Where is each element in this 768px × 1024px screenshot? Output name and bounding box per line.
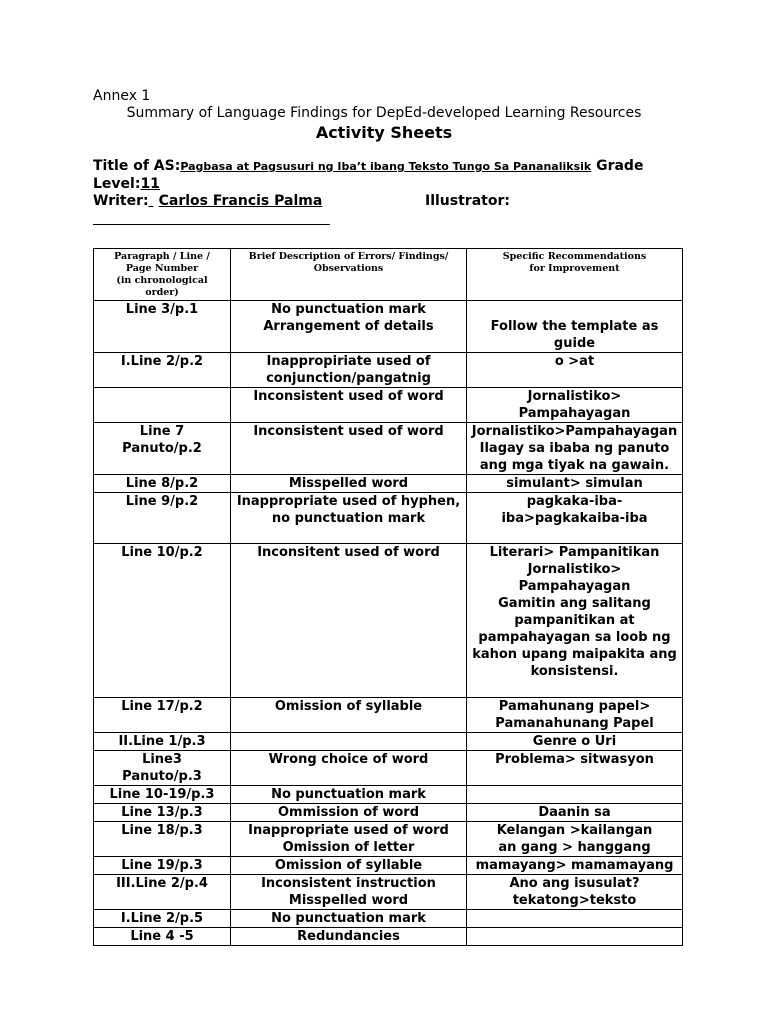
cell-recommendation: o >at (467, 353, 683, 388)
summary-title: Summary of Language Findings for DepEd-developed Learning Resources (126, 105, 642, 121)
cell-description: Redundancies (231, 928, 467, 946)
cell-recommendation (467, 910, 683, 928)
level-line (93, 176, 160, 192)
writer-label: Writer: (93, 193, 149, 209)
findings-table (93, 248, 683, 946)
table-row (94, 928, 683, 946)
cell-recommendation: Literari> Pampanitikan Jornalistiko> Pampahayagan Gamitin ang salitang pampanitikan at pampahayagan sa loob ng kahon upang maipakita ang konsistensi. (467, 544, 683, 698)
cell-line (94, 388, 231, 423)
table-row (94, 698, 683, 733)
cell-recommendation (467, 928, 683, 946)
table-row (94, 493, 683, 544)
table-row (94, 544, 683, 698)
cell-description: No punctuation mark (231, 910, 467, 928)
cell-line: I.Line 2/p.5 (94, 910, 231, 928)
cell-recommendation: pagkaka-iba- iba>pagkakaiba-iba (467, 493, 683, 544)
cell-description: Misspelled word (231, 475, 467, 493)
cell-description: Wrong choice of word (231, 751, 467, 786)
cell-description: Omission of syllable (231, 698, 467, 733)
cell-description: Inconsistent used of word (231, 423, 467, 475)
cell-line: Line 4 -5 (94, 928, 231, 946)
illustrator-label: Illustrator: (425, 193, 510, 209)
header-line: Paragraph / Line / Page Number (in chronological order) (94, 249, 231, 301)
cell-line: Line 8/p.2 (94, 475, 231, 493)
table-row (94, 804, 683, 822)
cell-line: Line 17/p.2 (94, 698, 231, 733)
cell-description: Inappropriate used of word Omission of letter (231, 822, 467, 857)
writer-value: Carlos Francis Palma (158, 193, 323, 209)
cell-line: Line 7 Panuto/p.2 (94, 423, 231, 475)
cell-line: Line3 Panuto/p.3 (94, 751, 231, 786)
cell-recommendation: Daanin sa (467, 804, 683, 822)
cell-description: Inconsistent used of word (231, 388, 467, 423)
cell-recommendation (467, 786, 683, 804)
level-value: 11 (140, 176, 160, 192)
table-row (94, 786, 683, 804)
table-row (94, 857, 683, 875)
signature-line (93, 224, 330, 225)
cell-line: Line 18/p.3 (94, 822, 231, 857)
cell-description: No punctuation mark (231, 786, 467, 804)
cell-description: Omission of syllable (231, 857, 467, 875)
table-row (94, 733, 683, 751)
cell-line: Line 10/p.2 (94, 544, 231, 698)
table-row (94, 875, 683, 910)
findings-body (94, 301, 683, 946)
table-row (94, 423, 683, 475)
table-row (94, 353, 683, 388)
writer-gap (149, 193, 159, 209)
cell-recommendation: Jornalistiko> Pampahayagan (467, 388, 683, 423)
cell-line: Line 9/p.2 (94, 493, 231, 544)
table-row (94, 301, 683, 353)
cell-line: II.Line 1/p.3 (94, 733, 231, 751)
cell-description: Ommission of word (231, 804, 467, 822)
annex-label: Annex 1 (93, 88, 151, 104)
cell-line: Line 10-19/p.3 (94, 786, 231, 804)
table-row (94, 475, 683, 493)
table-row (94, 822, 683, 857)
cell-line: Line 3/p.1 (94, 301, 231, 353)
title-label: Title of AS: (93, 158, 181, 174)
cell-recommendation: simulant> simulan (467, 475, 683, 493)
cell-description: Inconsitent used of word (231, 544, 467, 698)
cell-recommendation: Problema> sitwasyon (467, 751, 683, 786)
cell-line: I.Line 2/p.2 (94, 353, 231, 388)
cell-recommendation: Kelangan >kailangan an gang > hanggang (467, 822, 683, 857)
writer-line (93, 193, 322, 209)
cell-recommendation: Jornalistiko>Pampahayagan Ilagay sa ibaba ng panuto ang mga tiyak na gawain. (467, 423, 683, 475)
cell-recommendation: Genre o Uri (467, 733, 683, 751)
table-header-row (94, 249, 683, 301)
cell-description: No punctuation mark Arrangement of details (231, 301, 467, 353)
cell-description: Inappropriate used of hyphen, no punctuation mark (231, 493, 467, 544)
cell-line: III.Line 2/p.4 (94, 875, 231, 910)
cell-description (231, 733, 467, 751)
title-line (93, 158, 643, 174)
table-row (94, 910, 683, 928)
header-recommendation: Specific Recommendations for Improvement (467, 249, 683, 301)
cell-recommendation: Ano ang isusulat? tekatong>teksto (467, 875, 683, 910)
cell-description: Inconsistent instruction Misspelled word (231, 875, 467, 910)
cell-line: Line 19/p.3 (94, 857, 231, 875)
cell-recommendation: Pamahunang papel> Pamanahunang Papel (467, 698, 683, 733)
table-row (94, 751, 683, 786)
document-subtitle: Activity Sheets (315, 123, 453, 142)
level-label: Level: (93, 176, 141, 192)
table-row (94, 388, 683, 423)
title-value: Pagbasa at Pagsusuri ng Iba’t ibang Teksto Tungo Sa Pananaliksik (180, 160, 592, 173)
grade-label: Grade (596, 158, 644, 174)
cell-recommendation: mamayang> mamamayang (467, 857, 683, 875)
cell-recommendation: Follow the template as guide (467, 301, 683, 353)
cell-line: Line 13/p.3 (94, 804, 231, 822)
cell-description: Inappropiriate used of conjunction/pangatnig (231, 353, 467, 388)
header-description: Brief Description of Errors/ Findings/ Observations (231, 249, 467, 301)
